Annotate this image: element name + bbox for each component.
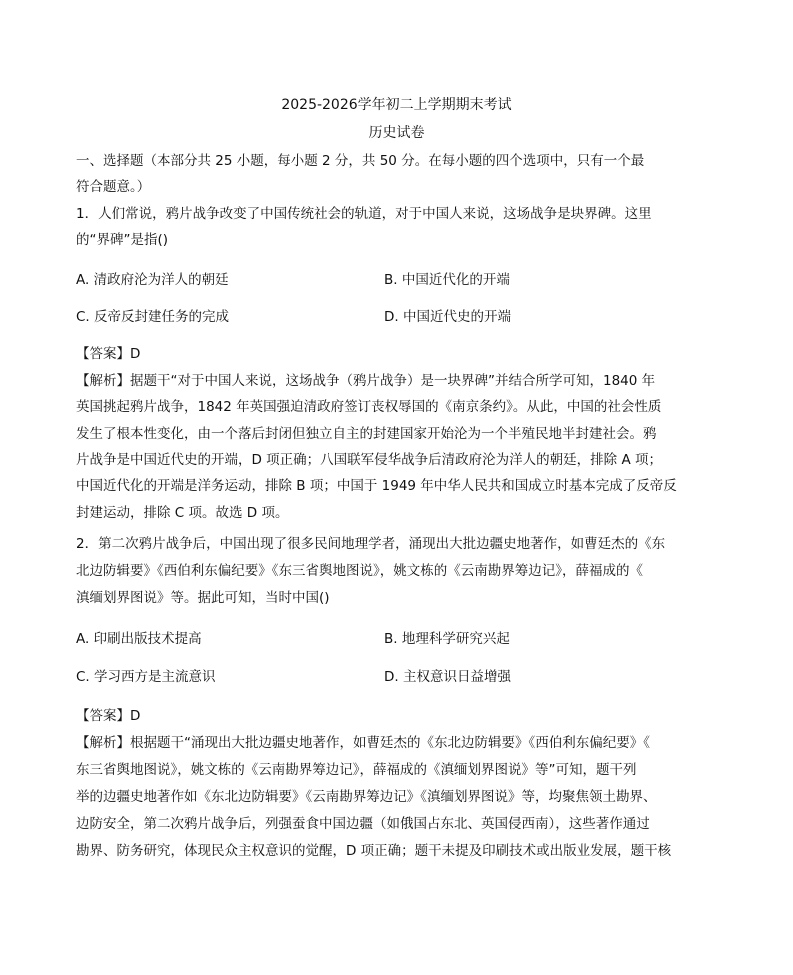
q2-explanation-line-1: 【解析】根据题干“涌现出大批边疆史地著作，如曹廷杰的《东北边防辑要》《西伯利东偏纪要》《 xyxy=(76,735,650,751)
q1-explanation-line-6: 封建运动，排除 C 项。故选 D 项。 xyxy=(76,505,289,521)
q1-answer: 【答案】D xyxy=(76,346,141,362)
q2-stem-line-1: 2．第二次鸦片战争后，中国出现了很多民间地理学者，涌现出大批边疆史地著作，如曹廷杰的《东 xyxy=(76,536,666,552)
q2-option-a: A. 印刷出版技术提高 xyxy=(76,631,202,647)
exam-subtitle: 历史试卷 xyxy=(368,125,425,141)
q2-explanation-line-5: 勘界、防务研究，体现民众主权意识的觉醒，D 项正确；题干未提及印刷技术或出版业发展，题干核 xyxy=(76,843,672,859)
section-instruction-line-1: 一、选择题（本部分共 25 小题，每小题 2 分，共 50 分。在每小题的四个选项中，只有一个最 xyxy=(76,153,645,169)
q1-stem-line-2: 的“界碑”是指() xyxy=(76,232,169,248)
q1-explanation-line-4: 片战争是中国近代史的开端，D 项正确；八国联军侵华战争后清政府沦为洋人的朝廷，排除 A 项； xyxy=(76,452,663,468)
q1-explanation-line-2: 英国挑起鸦片战争，1842 年英国强迫清政府签订丧权辱国的《南京条约》。从此，中国的社会性质 xyxy=(76,399,662,415)
q2-answer: 【答案】D xyxy=(76,708,141,724)
q1-explanation-line-1: 【解析】据题干“对于中国人来说，这场战争（鸦片战争）是一块界碑”并结合所学可知，1840 年 xyxy=(76,373,656,389)
q1-option-d: D. 中国近代史的开端 xyxy=(384,309,511,325)
q2-option-d: D. 主权意识日益增强 xyxy=(384,669,511,685)
q1-option-a: A. 清政府沦为洋人的朝廷 xyxy=(76,272,229,288)
q2-explanation-line-4: 边防安全，第二次鸦片战争后，列强蚕食中国边疆（如俄国占东北、英国侵西南），这些著作通过 xyxy=(76,816,650,832)
q2-option-b: B. 地理科学研究兴起 xyxy=(384,631,510,647)
q1-explanation-line-5: 中国近代化的开端是洋务运动，排除 B 项；中国于 1949 年中华人民共和国成立时基本完成了反帝反 xyxy=(76,478,677,494)
q1-option-c: C. 反帝反封建任务的完成 xyxy=(76,309,230,325)
q2-explanation-line-2: 东三省舆地图说》，姚文栋的《云南勘界筹边记》，薛福成的《滇缅划界图说》等”可知，题干列 xyxy=(76,762,637,778)
q1-stem-line-1: 1．人们常说，鸦片战争改变了中国传统社会的轨道，对于中国人来说，这场战争是块界碑。这里 xyxy=(76,206,652,222)
q2-stem-line-3: 滇缅划界图说》等。据此可知，当时中国() xyxy=(76,590,330,606)
section-instruction-line-2: 符合题意。） xyxy=(76,179,151,195)
q1-explanation-line-3: 发生了根本性变化，由一个落后封闭但独立自主的封建国家开始沦为一个半殖民地半封建社会。鸦 xyxy=(76,426,657,442)
exam-title: 2025-2026学年初二上学期期末考试 xyxy=(281,97,512,113)
q2-option-c: C. 学习西方是主流意识 xyxy=(76,669,216,685)
q2-explanation-line-3: 举的边疆史地著作如《东北边防辑要》《云南勘界筹边记》《滇缅划界图说》等，均聚焦领土勘界、 xyxy=(76,789,657,805)
q2-stem-line-2: 北边防辑要》《西伯利东偏纪要》《东三省舆地图说》，姚文栋的《云南勘界筹边记》，薛福成的《 xyxy=(76,563,643,579)
q1-option-b: B. 中国近代化的开端 xyxy=(384,272,510,288)
